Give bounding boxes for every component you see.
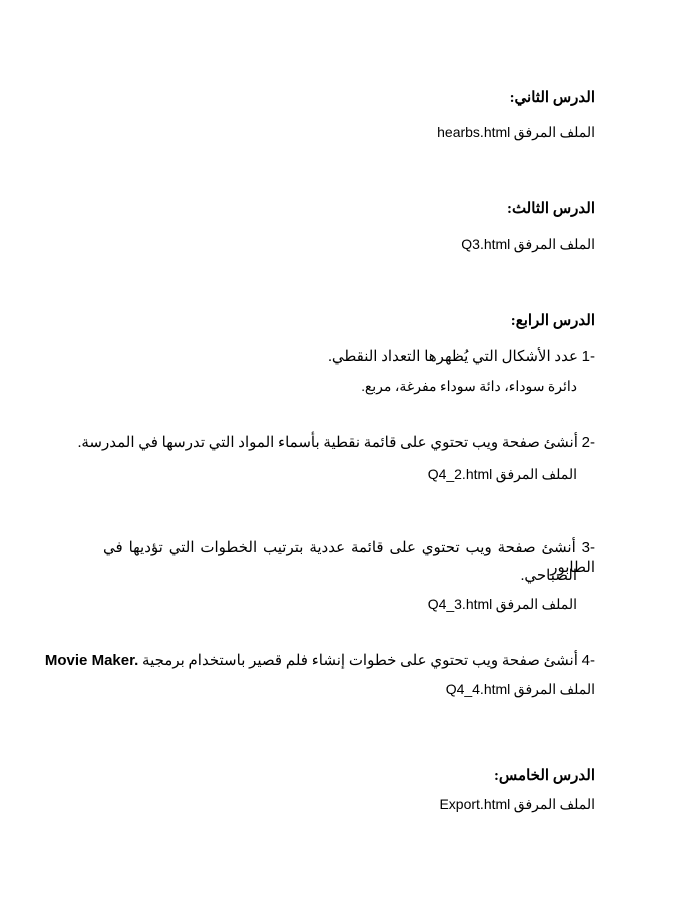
attachment-file: Export.html (439, 796, 511, 812)
question-4 (45, 651, 595, 671)
attachment-label: الملف المرفق (513, 683, 595, 698)
question-number: 1- (581, 348, 595, 365)
question-text: أنشئ صفحة ويب تحتوي على قائمة عددية بترتيب الخطوات التي تؤديها في الطابور (103, 540, 595, 576)
lesson5-attachment (439, 794, 595, 816)
lesson3-heading: الدرس الثالث: (506, 201, 595, 217)
attachment-file: Q4_2.html (427, 466, 493, 482)
question-text: عدد الأشكال التي يُظهرها التعداد النقطي. (328, 349, 578, 365)
attachment-file: Q4_3.html (427, 596, 493, 612)
attachment-file: hearbs.html (437, 124, 511, 140)
lesson2-attachment (437, 122, 595, 144)
question-number: 4- (581, 652, 595, 669)
question-2-attachment (428, 464, 577, 486)
program-name: Movie Maker. (44, 652, 139, 669)
question-1 (328, 347, 595, 367)
lesson5-heading: الدرس الخامس: (493, 768, 595, 784)
attachment-file: Q3.html (461, 236, 511, 252)
question-3-attachment (428, 594, 577, 616)
attachment-file: Q4_4.html (445, 681, 511, 697)
attachment-label: الملف المرفق (513, 798, 595, 813)
lesson2-heading: الدرس الثاني: (509, 90, 595, 106)
question-text: أنشئ صفحة ويب تحتوي على خطوات إنشاء فلم قصير باستخدام برمجية (142, 653, 578, 669)
lesson4-heading: الدرس الرابع: (510, 313, 595, 329)
question-2 (78, 433, 595, 453)
question-text: أنشئ صفحة ويب تحتوي على قائمة نقطية بأسماء المواد التي تدرسها في المدرسة. (77, 435, 578, 451)
lesson3-attachment (461, 234, 595, 256)
attachment-label: الملف المرفق (513, 126, 595, 141)
attachment-label: الملف المرفق (513, 238, 595, 253)
attachment-label: الملف المرفق (495, 598, 577, 613)
question-number: 2- (581, 434, 595, 451)
question-number: 3- (581, 539, 596, 556)
question-1-answer: دائرة سوداء، دائة سوداء مفرغة، مربع. (361, 380, 577, 395)
attachment-label: الملف المرفق (495, 468, 577, 483)
question-4-attachment (446, 679, 595, 701)
question-3-line2: الصباحي. (520, 568, 577, 584)
